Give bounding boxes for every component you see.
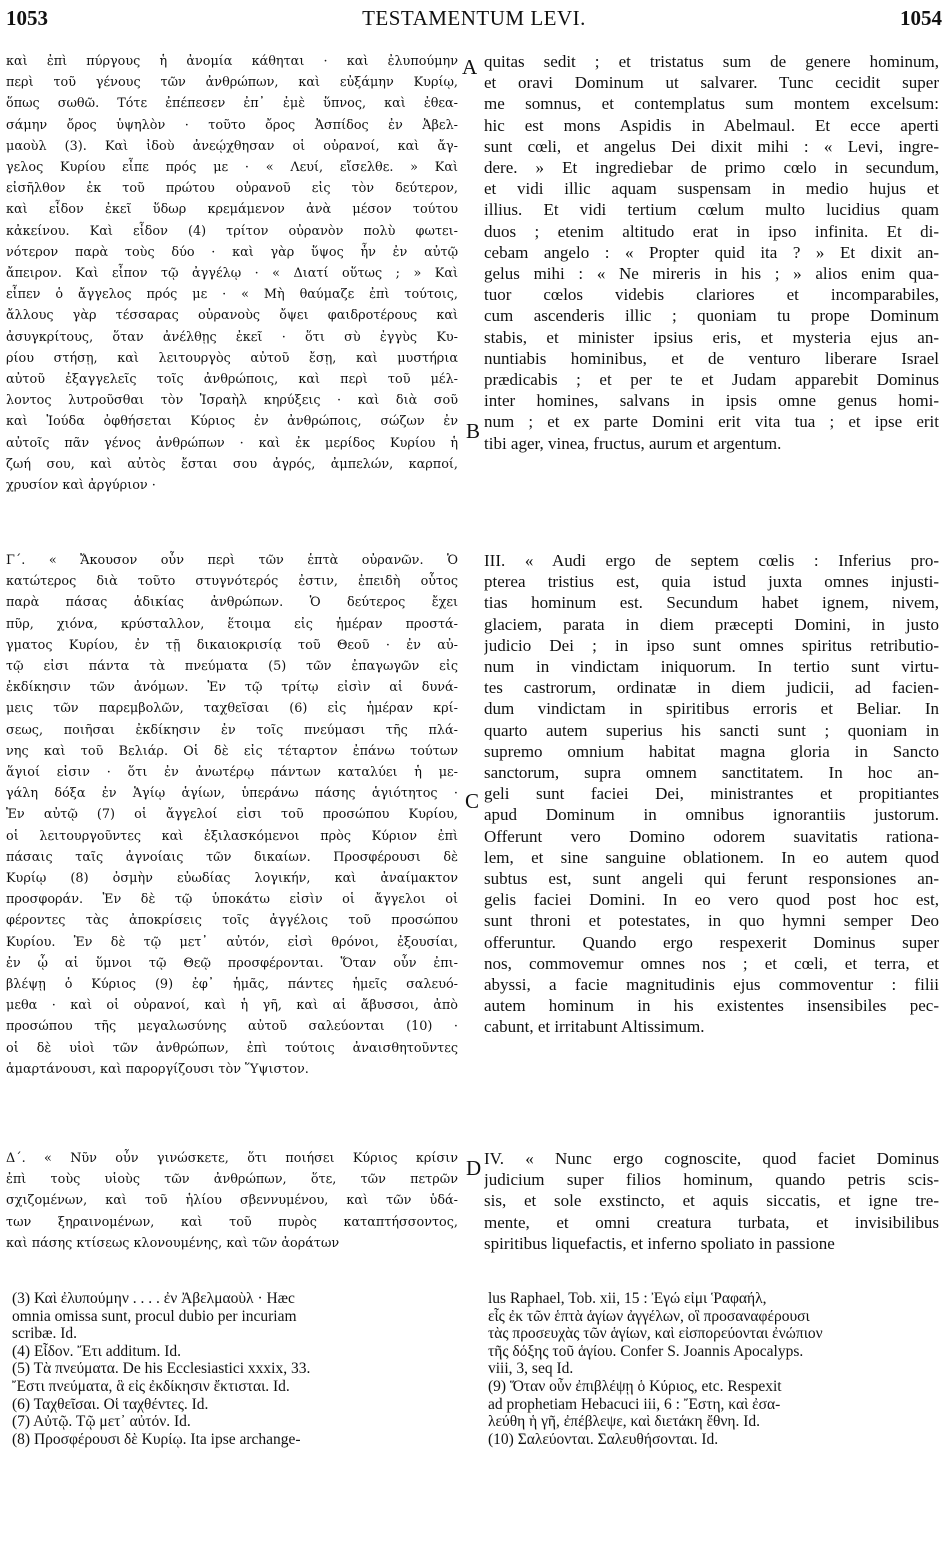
text-line: αὐτοῖς πᾶν γένος ἀνθρώπων · καὶ ἐκ μερίδος Κυρίου ἡ xyxy=(6,435,458,451)
text-line: inter homines, salvans in ipsis omne genus homi- xyxy=(484,391,939,411)
text-line: σεως, ποιῆσαι ἐκδίκησιν ἐν τοῖς πνεύμασι τῆς πλά- xyxy=(6,722,458,738)
margin-marker-a: A xyxy=(462,55,478,79)
text-line: (7) Αὐτῷ. Τῷ μετ᾽ αὐτόν. Id. xyxy=(12,1413,191,1431)
text-line: ἁμαρτάνουσι, καὶ παροργίζουσι τὸν Ὕψιστον. xyxy=(6,1061,309,1077)
text-line: των ξηραινομένων, καὶ τοῦ πυρὸς καταπτήσσοντος, xyxy=(6,1214,458,1230)
text-line: καὶ ἐπὶ πύργους ἡ ἀνομία κάθηται · καὶ ἐλυπούμην xyxy=(6,54,458,69)
text-line: (6) Ταχθεῖσαι. Οἱ ταχθέντες. Id. xyxy=(12,1395,209,1413)
running-header xyxy=(0,6,948,40)
text-line: ἄπειρον. Καὶ εἶπον τῷ ἀγγέλῳ · « Διατί οὕτως ; » Καὶ xyxy=(6,266,458,282)
footnotes-left xyxy=(12,1290,460,1448)
text-line: Offerunt vero Domino odorem suavitatis rationa- xyxy=(484,826,939,846)
text-line: λεύθη ἡ γῆ, ἐπέβλεψε, καὶ διετάκη ἔθνη. Id. xyxy=(488,1413,761,1431)
text-line: περὶ τοῦ γένους τῶν ἀνθρώπων, καὶ εὐξάμην Κυρίῳ, xyxy=(6,75,458,91)
text-line: tes castrorum, ordinatæ in diem judicii, ad facien- xyxy=(484,678,939,698)
margin-marker-b: B xyxy=(466,419,481,443)
text-line: supremo omnium habitat magna gloria in Sancto xyxy=(484,741,939,761)
page-number-right: 1054 xyxy=(900,6,942,30)
text-line: προσφοράν. Ἐν δὲ τῷ ὑποκάτω εἰσὶν οἱ ἄγγελοι οἱ xyxy=(6,892,458,908)
text-line: quarto autem superius his sancti sunt ; quoniam in xyxy=(484,720,939,740)
text-line: σχιζομένων, καὶ τοῦ ἡλίου σβεννυμένου, καὶ τῶν ὑδά- xyxy=(6,1193,458,1209)
text-line: γματος Κυρίου, ἐν τῇ δικαιοκρισίᾳ τοῦ Θεοῦ · ἐν αὐ- xyxy=(6,637,458,653)
latin-column-upper xyxy=(484,51,939,454)
text-line: χρυσίον καὶ ἀργύριον · xyxy=(6,478,156,494)
text-line: τὰς προσευχὰς τῶν ἁγίων, καὶ εἰσπορεύονται ἐνώπιον xyxy=(488,1325,823,1343)
text-line: gelus mihi : « Ne mireris in his ; » alios enim qua- xyxy=(484,264,939,284)
text-line: αὐτοῦ ἐξαγγελεῖς τοῖς ἀνθρώποις, καὶ περὶ τοῦ μέλ- xyxy=(6,372,458,388)
text-line: τῆς δόξης τοῦ ἁγίου. Confer S. Joannis Apocalyps. xyxy=(488,1342,804,1360)
text-line: tuor cœlos videbis clariores et incomparabiles, xyxy=(484,285,939,305)
text-line: num in vindictam iniquorum. In tertio sunt virtu- xyxy=(484,657,939,677)
text-line: (5) Τὰ πνεύματα. De his Ecclesiastici xxxix, 33. xyxy=(12,1360,311,1378)
text-line: οἱ δὲ υἱοὶ τῶν ἀνθρώπων, ἐπὶ τούτοις ἀναισθητοῦντες xyxy=(6,1040,458,1056)
text-line: tibi ager, vinea, fructus, aurum et argentum. xyxy=(484,433,782,453)
text-line: φέροντες τὰς ἀποκρίσεις τοῖς ἀγγέλοις τοῦ προσώπου xyxy=(6,913,458,929)
text-line: οἱ λειτουργοῦντες καὶ ἐξιλασκόμενοι πρὸς Κύριον ἐπὶ xyxy=(6,828,458,844)
text-line: glaciem, parata in diem præcepti Domini, in justo xyxy=(484,614,939,634)
text-line: κατώτερος διὰ τοῦτο στυγνότερός ἐστιν, ἐπειδὴ οὗτος xyxy=(6,574,458,590)
text-line: (3) Καὶ ἐλυπούμην . . . . ἐν Ἀβελμαοὺλ · Hæc xyxy=(12,1290,295,1307)
text-line: scribæ. Id. xyxy=(12,1325,78,1343)
text-line: omnia omissa sunt, procul dubio per incuriam xyxy=(12,1307,297,1325)
text-line: ἅγιοί εἰσιν · ὅτι ἐν ἀνωτέρῳ πάντων καταλύει ἡ με- xyxy=(6,765,458,781)
text-line: νης καὶ τοῦ Βελιάρ. Οἱ δὲ εἰς τέταρτον ἐπάνω τούτων xyxy=(6,743,458,759)
text-line: quitas sedit ; et tristatus sum de genere hominum, xyxy=(484,52,939,71)
text-line: spiritibus liquefactis, et inferno spoliato in passione xyxy=(484,1233,835,1253)
text-line: mente, et omni creatura turbata, et invisibilibus xyxy=(484,1212,939,1232)
text-line: ἐν ᾧ αἱ ὕμνοι τῷ Θεῷ προσφέρονται. Ὅταν οὖν ἐπι- xyxy=(6,955,458,971)
text-line: ad prophetiam Hebacuci iii, 6 : Ἔστη, καὶ ἐσα- xyxy=(488,1395,781,1413)
text-line: (8) Προσφέρουσι δὲ Κυρίῳ. Ita ipse archange- xyxy=(12,1430,301,1448)
text-line: ἄλλους γὰρ τέσσαρας οὐρανοὺς ὄψει φαιδροτέρους καὶ xyxy=(6,308,458,324)
latin-column-middle xyxy=(484,550,939,1038)
text-line: βλέψῃ ὁ Κύριος (9) ἐφ᾽ ἡμᾶς, πάντες ἡμεῖς σαλευό- xyxy=(6,977,458,993)
text-line: et oravi Dominum ut salvarer. Tunc cecidit super xyxy=(484,73,939,93)
text-line: cum ascenderis illic ; quoniam tu prope Dominum xyxy=(484,306,939,326)
text-line: καὶ εἶδον ἐκεῖ ὕδωρ κρεμάμενον ἀνὰ μέσον τούτου xyxy=(6,202,458,218)
text-line: καὶ Ἰούδα ὀφθήσεται Κύριος ἐν ἀνθρώποις, σώζων ἐν xyxy=(6,414,458,430)
text-line: offeruntur. Quando ergo respexerit Dominus super xyxy=(484,932,939,952)
text-line: judicium super filios hominum, quando petris scis- xyxy=(484,1170,939,1190)
text-line: Ἔστι πνεύματα, ἃ εἰς ἐκδίκησιν ἔκτισται. Id. xyxy=(12,1377,290,1395)
text-line: apud Dominum in omnibus ignorantiis justorum. xyxy=(484,805,939,825)
text-line: ἐκδίκησιν τῶν ἀνόμων. Ἐν τῷ τρίτῳ εἰσὶν αἱ δυνά- xyxy=(6,680,458,696)
text-line: Κυρίου. Ἐν δὲ τῷ μετ᾽ αὐτόν, εἰσὶ θρόνοι, ἐξουσίαι, xyxy=(6,934,458,950)
latin-column-lower xyxy=(484,1148,939,1254)
footnotes-right xyxy=(488,1290,940,1448)
text-line: Ἐν αὐτῷ (7) οἱ ἄγγελοί εἰσι τοῦ προσώπου Κυρίου, xyxy=(6,807,458,823)
text-line: III. « Audi ergo de septem cœlis : Inferius pro- xyxy=(484,551,939,570)
text-line: dere. » Et ingrediebar de primo cœlo in secundum, xyxy=(484,158,939,178)
text-line: sunt throni et potestates, in quo hymni semper Deo xyxy=(484,911,939,931)
greek-column-middle xyxy=(6,550,458,1080)
text-line: Γ΄. « Ἄκουσον οὖν περὶ τῶν ἑπτὰ οὐρανῶν. Ὁ xyxy=(6,553,458,568)
text-line: nos, commovemur omnes nos ; et cœli, et terra, et xyxy=(484,953,939,973)
text-line: nuntiabis hominibus, et de venturo liberare Israel xyxy=(484,348,939,368)
text-line: viii, 3, seq Id. xyxy=(488,1360,574,1378)
text-line: cabunt, et irritabunt Altissimum. xyxy=(484,1017,705,1037)
text-line: duos ; etenim altitudo erat in ipso infinita. Et di- xyxy=(484,221,939,241)
text-line: num ; et ex parte Domini erit vita tua ; et ipse erit xyxy=(484,412,939,432)
text-line: gelis faciei Domini. In eo vero quod post hoc est, xyxy=(484,890,939,910)
text-line: πάσαις ταῖς ἀγνοίαις τῶν δικαίων. Προσφέρουσι δὲ xyxy=(6,849,458,865)
greek-column-upper xyxy=(6,51,458,496)
text-line: (10) Σαλεύονται. Σαλευθήσονται. Id. xyxy=(488,1430,719,1448)
text-line: προσώπου τῆς μεγαλωσύνης αὐτοῦ σαλεύονται (10) · xyxy=(6,1019,458,1035)
text-line: lem, et sine sanguine oblationem. In eo autem quod xyxy=(484,847,939,867)
text-line: dum vindictam in spiritibus erroris et Beliar. In xyxy=(484,699,939,719)
text-line: γελος Κυρίου εἶπε πρός με · « Λευί, εἴσελθε. » Καὶ xyxy=(6,160,458,176)
text-line: ὅπως σωθῶ. Τότε ἐπέπεσεν ἐπ᾽ ἐμὲ ὕπνος, καὶ ἐθεα- xyxy=(6,96,458,112)
text-line: ἐπὶ τοὺς υἱοὺς τῶν ἀνθρώπων, ὅτε, τῶν πετρῶν xyxy=(6,1172,458,1188)
text-line: μαοὺλ (3). Καὶ ἰδοὺ ἀνεῴχθησαν οἱ οὐρανοί, καὶ ἄγ- xyxy=(6,138,458,154)
text-line: εἶπεν ὁ ἄγγελος πρός με · « Μὴ θαύμαζε ἐπὶ τούτοις, xyxy=(6,287,458,303)
text-line: ρίου στήσῃ, καὶ λειτουργὸς αὐτοῦ ἔσῃ, καὶ μυστήρια xyxy=(6,350,458,366)
text-line: λοντος λυτροῦσθαι τὸν Ἰσραὴλ κηρύξεις · καὶ διὰ σοῦ xyxy=(6,393,458,409)
text-line: ζωή σου, καὶ αὐτὸς ἔσται σου ἀγρός, ἀμπελών, καρποί, xyxy=(6,456,458,472)
text-line: me somnus, et contemplatus sum montem excelsum: xyxy=(484,94,939,114)
text-line: Κυρίῳ (8) ὀσμὴν εὐωδίας λογικήν, καὶ ἀναίμακτον xyxy=(6,871,458,887)
text-line: μεις τῶν παρεμβολῶν, ταχθεῖσαι (6) εἰς ἡμέραν κρί- xyxy=(6,701,458,717)
text-line: abyssi, a facie magnitudinis ejus commoventur : filii xyxy=(484,975,939,995)
text-line: hic est mons Aspidis in Abelmaul. Et ecce aperti xyxy=(484,115,939,135)
margin-marker-d: D xyxy=(466,1156,482,1180)
text-line: παρὰ πάσας ἀδικίας ἀνθρώπων. Ὁ δεύτερος ἔχει xyxy=(6,595,458,611)
text-line: ἀσυγκρίτους, ὅταν ἀνέλθῃς ἐκεῖ · ὅτι σὺ ἐγγὺς Κυ- xyxy=(6,329,458,345)
text-line: σάμην ὄρος ὑψηλὸν · τοῦτο ὄρος Ἀσπίδος ἐν Ἀβελ- xyxy=(6,117,458,133)
text-line: πῦρ, χιόνα, κρύσταλλον, ἕτοιμα εἰς ἡμέραν προστά- xyxy=(6,616,458,632)
text-line: geli sunt faciei Dei, ministrantes et propitiantes xyxy=(484,784,939,804)
text-line: tias hominum est. Secundum habet ignem, nivem, xyxy=(484,593,939,613)
text-line: prædicabis ; et per te et Judam apparebit Dominus xyxy=(484,370,939,390)
text-line: autem hominum in his existentes insensibiles pec- xyxy=(484,996,939,1016)
text-line: lus Raphael, Tob. xii, 15 : Ἐγώ εἰμι Ῥαφαήλ, xyxy=(488,1290,767,1307)
text-line: illius. Et vidi tertium cœlum multo lucidius quam xyxy=(484,200,939,220)
text-line: stabis, et minister ipsius eris, et mysteria ejus an- xyxy=(484,327,939,347)
text-line: τῷ εἰσι πάντα τὰ πνεύματα (5) τῶν ἐπαγωγῶν εἰς xyxy=(6,659,458,675)
margin-marker-c: C xyxy=(465,789,480,813)
page-number-left: 1053 xyxy=(6,6,48,30)
text-line: κἀκείνου. Καὶ εἶδον (4) τρίτον οὐρανὸν πολὺ φωτει- xyxy=(6,223,458,239)
text-line: sis, et sole exstincto, et aquis siccatis, et igne tre- xyxy=(484,1191,939,1211)
text-line: sanctorum, supra omnem sanctitatem. In hoc an- xyxy=(484,763,939,783)
text-line: cebam angelo : « Propter quid ita ? » Et dixit an- xyxy=(484,242,939,262)
running-title: TESTAMENTUM LEVI. xyxy=(362,6,586,30)
text-line: γάλη δόξα ἐν Ἁγίῳ ἁγίων, ὑπεράνω πάσης ἁγιότητος · xyxy=(6,786,458,802)
text-line: judicio Dei ; in ipso sunt omnes spiritus retributio- xyxy=(484,635,939,655)
greek-column-lower xyxy=(6,1148,458,1254)
text-line: μεθα · καὶ οἱ οὐρανοί, καὶ ἡ γῆ, καὶ αἱ ἄβυσσοι, ἀπὸ xyxy=(6,998,458,1014)
text-line: IV. « Nunc ergo cognoscite, quod faciet Dominus xyxy=(484,1149,939,1168)
text-line: καὶ πάσης κτίσεως κλονουμένης, καὶ τῶν ἀοράτων xyxy=(6,1235,340,1251)
text-line: Δ΄. « Νῦν οὖν γινώσκετε, ὅτι ποιήσει Κύριος κρίσιν xyxy=(6,1151,458,1166)
text-line: εἰσῆλθον ἐκ τοῦ πρώτου οὐρανοῦ εἰς τὸν δεύτερον, xyxy=(6,181,458,197)
text-line: (9) Ὅταν οὖν ἐπιβλέψῃ ὁ Κύριος, etc. Respexit xyxy=(488,1377,782,1395)
text-line: (4) Εἶδον. Ἔτι additum. Id. xyxy=(12,1342,182,1360)
text-line: νότερον παρὰ τοὺς δύο · καὶ γὰρ ὕψος ἦν ἐν αὐτῷ xyxy=(6,244,458,260)
text-line: et vidi illic aquam suspensam in medio hujus et xyxy=(484,179,939,199)
text-line: pterea tristius est, quia istud juxta omnes injusti- xyxy=(484,572,939,592)
text-line: εἷς ἐκ τῶν ἑπτὰ ἁγίων ἀγγέλων, οἳ προσαναφέρουσι xyxy=(488,1307,810,1325)
text-line: sunt cœli, et angelus Dei dixit mihi : « Levi, ingre- xyxy=(484,136,939,156)
text-line: subtus est, sunt angeli qui ferunt responsiones an- xyxy=(484,869,939,889)
